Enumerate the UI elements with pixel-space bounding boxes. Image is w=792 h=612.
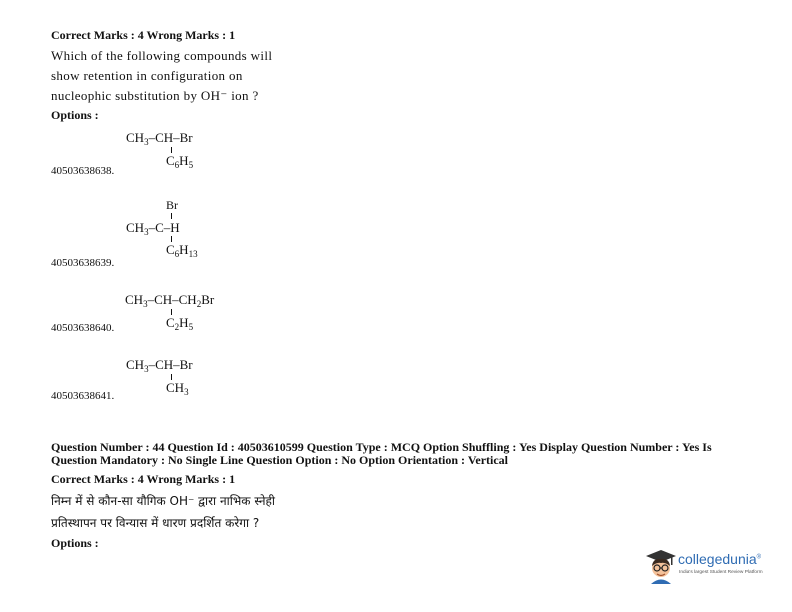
- hindi-question-line-1: निम्न में से कौन-सा यौगिक OH⁻ द्वारा नाभिक स्नेही: [51, 494, 276, 508]
- options-label: Options :: [51, 108, 99, 122]
- question-line-1: Which of the following compounds will: [51, 48, 273, 63]
- logo-wordmark: collegedunia®: [678, 551, 762, 567]
- question-44-meta: Question Number : 44 Question Id : 40503610599 Question Type : MCQ Option Shuffling : Yes Display Question Number : Yes Is Question Mandatory : No Single Line Question Option : No Option Orientation : Vertical: [51, 440, 712, 467]
- option-3-substituent: $C_2H_5$: [166, 315, 194, 332]
- option-2-id: 40503638639.: [51, 257, 115, 269]
- option-4-id: 40503638641.: [51, 390, 115, 402]
- hindi-question-line-2: प्रतिस्थापन पर विन्यास में धारण प्रदर्शित करेगा ?: [51, 516, 260, 530]
- question-44-options-label: Options :: [51, 536, 99, 550]
- question-44-marks: Correct Marks : 4 Wrong Marks : 1: [51, 472, 236, 486]
- graduate-mascot-icon: [645, 548, 677, 584]
- option-2-main-chain: $CH_3-C-H$: [126, 220, 180, 237]
- option-4-main-chain: $CH_3-CH-Br$: [126, 357, 193, 374]
- marks-header: Correct Marks : 4 Wrong Marks : 1: [51, 28, 236, 42]
- option-3-id: 40503638640.: [51, 322, 115, 334]
- option-2-bottom-substituent: $C_6H_{13}$: [166, 242, 198, 259]
- option-2-top-substituent: Br: [166, 198, 178, 212]
- option-4-substituent: $CH_3$: [166, 380, 189, 397]
- option-1-main-chain: $CH_3-CH-Br$: [126, 130, 193, 147]
- question-line-2: show retention in configuration on: [51, 68, 243, 83]
- collegedunia-logo: [645, 548, 785, 588]
- option-3-main-chain: $CH_3-CH-CH_2Br$: [125, 292, 215, 309]
- option-1-substituent: $C_6H_5$: [166, 153, 194, 170]
- question-line-3: nucleophic substitution by OH⁻ ion ?: [51, 88, 259, 103]
- option-2-top-bond: [171, 213, 172, 219]
- option-1-id: 40503638638.: [51, 165, 115, 177]
- logo-tagline: India's largest Student Review Platform: [679, 570, 763, 575]
